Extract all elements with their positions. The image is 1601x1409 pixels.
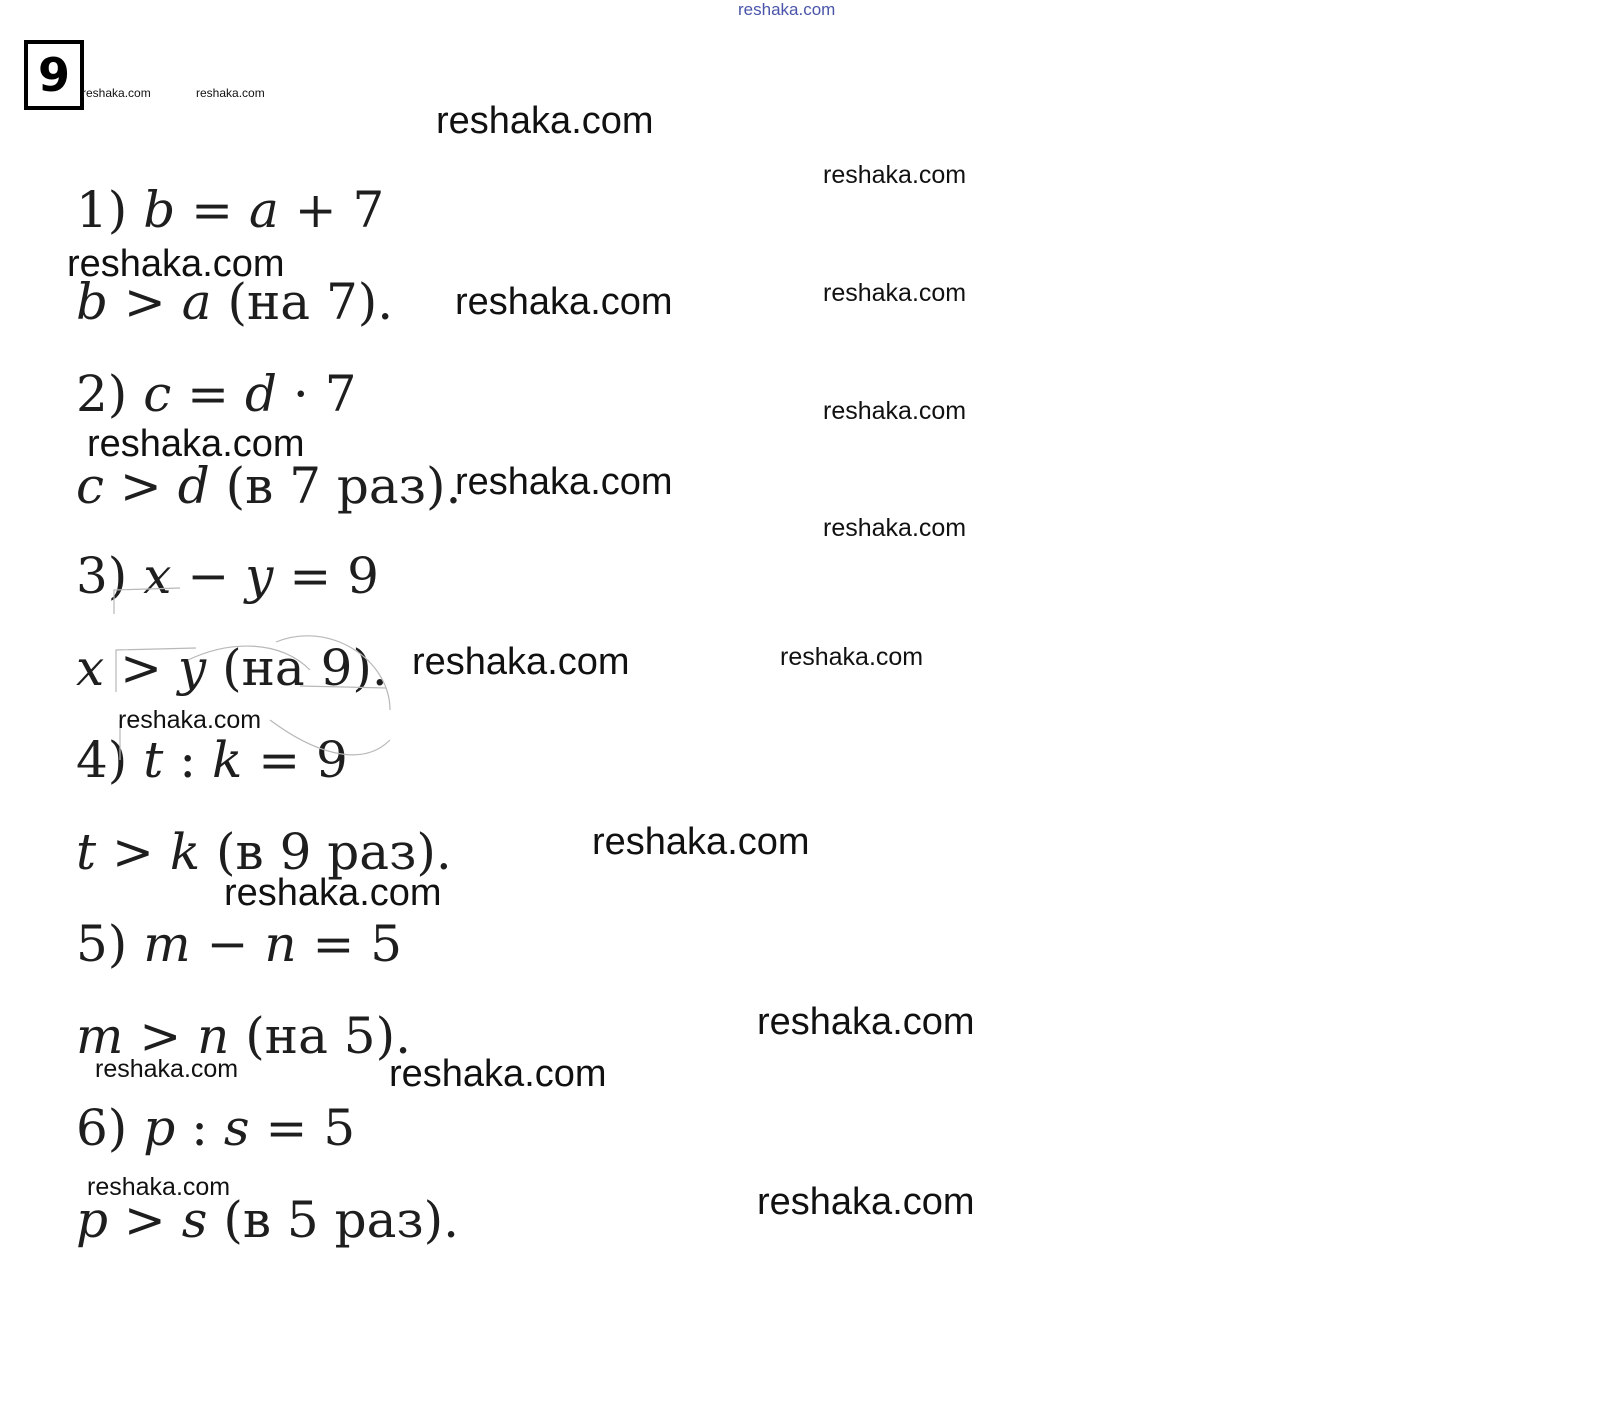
operator: > bbox=[119, 457, 162, 515]
variable: x bbox=[143, 547, 172, 605]
watermark: reshaka.com bbox=[780, 643, 924, 671]
variable: n bbox=[197, 1007, 230, 1065]
variable: t bbox=[143, 731, 164, 789]
watermark: reshaka.com bbox=[389, 1053, 607, 1095]
variable: b bbox=[76, 273, 109, 331]
operator: + bbox=[294, 181, 337, 239]
variable: d bbox=[177, 457, 210, 515]
number: 7 bbox=[352, 181, 385, 239]
operator: > bbox=[139, 1007, 182, 1065]
operator: : bbox=[179, 731, 197, 789]
watermark: reshaka.com bbox=[67, 243, 285, 285]
operator: = bbox=[289, 547, 332, 605]
number: 9 bbox=[316, 731, 348, 789]
watermark: reshaka.com bbox=[592, 821, 810, 863]
variable: y bbox=[245, 547, 274, 605]
variable: c bbox=[76, 457, 105, 515]
watermark: reshaka.com bbox=[823, 397, 967, 425]
operator: · bbox=[292, 365, 309, 423]
variable: a bbox=[248, 181, 279, 239]
watermark: reshaka.com bbox=[87, 1173, 231, 1201]
watermark: reshaka.com bbox=[757, 1181, 975, 1223]
explanation: (на 9). bbox=[222, 639, 388, 697]
watermark: reshaka.com bbox=[412, 641, 630, 683]
watermark: reshaka.com bbox=[757, 1001, 975, 1043]
operator: > bbox=[123, 273, 166, 331]
item-number: 2) bbox=[76, 365, 128, 423]
number: 5 bbox=[370, 915, 403, 973]
variable: y bbox=[177, 639, 207, 697]
faint-sketch-lines bbox=[100, 570, 420, 800]
variable: k bbox=[212, 731, 243, 789]
variable: p bbox=[76, 1191, 109, 1249]
variable: s bbox=[223, 1099, 250, 1157]
operator: > bbox=[123, 1191, 166, 1249]
watermark: reshaka.com bbox=[87, 423, 305, 465]
watermark: reshaka.com bbox=[118, 706, 262, 734]
operator: = bbox=[312, 915, 355, 973]
variable: b bbox=[143, 181, 176, 239]
variable: c bbox=[143, 365, 172, 423]
item-number: 5) bbox=[76, 915, 128, 973]
item-number: 6) bbox=[76, 1099, 128, 1157]
watermark: reshaka.com bbox=[196, 86, 265, 100]
explanation: (на 7). bbox=[227, 273, 394, 331]
equation-6 bbox=[76, 1098, 355, 1158]
equation-2 bbox=[76, 364, 357, 424]
item-number: 3) bbox=[76, 547, 128, 605]
watermark: reshaka.com bbox=[436, 100, 654, 142]
operator: = bbox=[265, 1099, 308, 1157]
operator: : bbox=[191, 1099, 209, 1157]
explanation: (в 7 раз). bbox=[225, 457, 462, 515]
equation-1 bbox=[76, 180, 384, 240]
watermark: reshaka.com bbox=[224, 872, 442, 914]
watermark: reshaka.com bbox=[455, 281, 673, 323]
watermark: reshaka.com bbox=[82, 86, 151, 100]
operator: = bbox=[187, 365, 230, 423]
item-number: 1) bbox=[76, 181, 128, 239]
number: 5 bbox=[323, 1099, 356, 1157]
operator: = bbox=[191, 181, 234, 239]
explanation: (в 5 раз). bbox=[223, 1191, 460, 1249]
operator: − bbox=[187, 547, 230, 605]
operator: − bbox=[206, 915, 249, 973]
variable: k bbox=[169, 823, 201, 881]
watermark: reshaka.com bbox=[95, 1055, 239, 1083]
operator: > bbox=[120, 639, 163, 697]
exercise-number: 9 bbox=[24, 40, 84, 110]
watermark: reshaka.com bbox=[455, 461, 673, 503]
watermark: reshaka.com bbox=[823, 161, 967, 189]
variable: m bbox=[143, 915, 191, 973]
operator: = bbox=[258, 731, 301, 789]
explanation: (на 5). bbox=[245, 1007, 411, 1065]
watermark: reshaka.com bbox=[823, 279, 967, 307]
explanation: (в 9 раз). bbox=[216, 823, 452, 881]
variable: a bbox=[181, 273, 212, 331]
operator: > bbox=[112, 823, 154, 881]
variable: x bbox=[76, 639, 105, 697]
watermark: reshaka.com bbox=[738, 0, 836, 19]
variable: n bbox=[264, 915, 297, 973]
variable: d bbox=[244, 365, 277, 423]
variable: s bbox=[181, 1191, 208, 1249]
number: 9 bbox=[347, 547, 379, 605]
variable: p bbox=[143, 1099, 176, 1157]
variable: t bbox=[76, 823, 97, 881]
item-number: 4) bbox=[76, 731, 128, 789]
number: 7 bbox=[324, 365, 357, 423]
watermark: reshaka.com bbox=[823, 514, 967, 542]
variable: m bbox=[76, 1007, 124, 1065]
equation-5 bbox=[76, 914, 402, 974]
